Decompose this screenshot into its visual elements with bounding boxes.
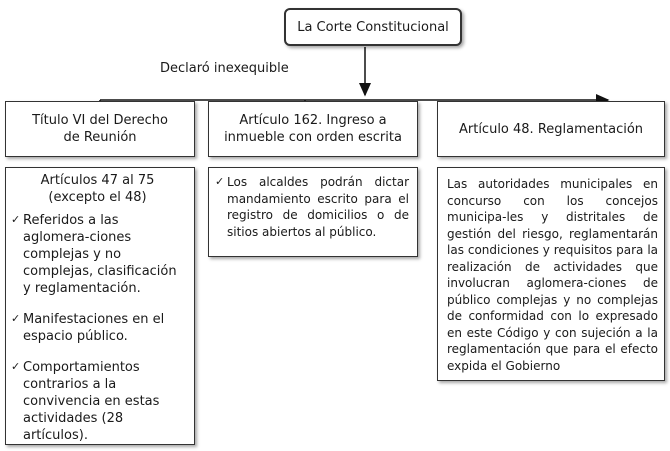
header-articulo-48-label: Artículo 48. Reglamentación	[458, 121, 644, 137]
header-articulo-162-label: Artículo 162. Ingreso a inmueble con orden escrita	[224, 113, 402, 145]
connector-text: Declaró inexequible	[160, 61, 289, 76]
connector-label	[160, 60, 289, 77]
root-node	[284, 8, 462, 46]
check-icon: ✓	[215, 175, 225, 188]
list-item-text: Manifestaciones en el espacio público.	[23, 312, 165, 344]
detail-titulo-vi	[5, 167, 195, 445]
list-item-text: Comportamientos contrarios a la convivencia en estas actividades (28 artículos).	[23, 360, 160, 443]
detail-titulo-vi-title: Artículos 47 al 75	[40, 173, 155, 188]
check-icon: ✓	[11, 360, 21, 373]
check-icon: ✓	[11, 312, 21, 325]
detail-articulo-48	[437, 167, 665, 381]
list-item	[11, 359, 184, 444]
root-label: La Corte Constitucional	[297, 19, 449, 35]
detail-titulo-vi-subtitle: (excepto el 48)	[48, 190, 147, 205]
header-titulo-vi	[5, 101, 195, 157]
header-titulo-vi-label: Título VI del Derecho de Reunión	[32, 113, 168, 145]
detail-articulo-48-text: Las autoridades municipales en concurso con los concejos municipa-les y distritales de gestión del riesgo, reglamentarán las condiciones y requisitos para la realización de actividades que involucran aglomera-ciones de público complejas y no complejas de conformidad con lo expresado en este Código y con sujeción a la reglamentación que para el efecto expida el Gobierno	[447, 177, 658, 373]
list-item	[11, 212, 184, 297]
header-articulo-48	[437, 101, 665, 157]
list-item	[215, 174, 409, 240]
list-item	[11, 311, 184, 345]
detail-articulo-162	[208, 167, 418, 257]
header-articulo-162	[208, 101, 418, 157]
list-item-text: Referidos a las aglomera-ciones complejas y no complejas, clasificación y reglamentación.	[23, 213, 177, 296]
check-icon: ✓	[11, 213, 21, 226]
list-item-text: Los alcaldes podrán dictar mandamiento escrito para el registro de domicilios o de sitios abiertos al público.	[227, 175, 409, 239]
